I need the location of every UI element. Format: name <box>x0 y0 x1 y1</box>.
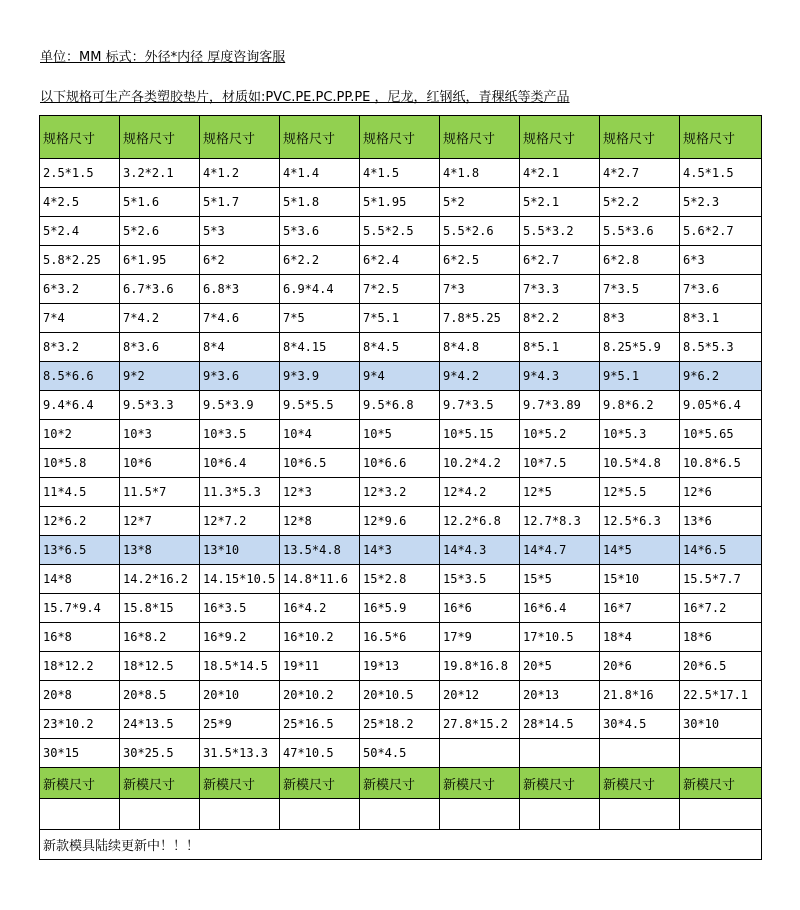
table-row <box>40 304 762 333</box>
size-cell: 14*3 <box>360 536 440 565</box>
size-cell: 5*2.1 <box>520 188 600 217</box>
size-cell: 20*6.5 <box>680 652 762 681</box>
new-mold-header: 新模尺寸 <box>520 768 600 799</box>
table-row <box>40 449 762 478</box>
size-cell: 15*10 <box>600 565 680 594</box>
size-cell: 5*1.7 <box>200 188 280 217</box>
empty-cell <box>120 799 200 830</box>
new-mold-header: 新模尺寸 <box>600 768 680 799</box>
table-row <box>40 478 762 507</box>
size-cell: 24*13.5 <box>120 710 200 739</box>
size-cell: 8*3.2 <box>40 333 120 362</box>
size-cell: 5*2.3 <box>680 188 762 217</box>
table-row <box>40 159 762 188</box>
table-header-row <box>40 116 762 159</box>
size-cell: 12*7.2 <box>200 507 280 536</box>
size-cell: 18*4 <box>600 623 680 652</box>
empty-cell <box>200 799 280 830</box>
size-cell: 6.7*3.6 <box>120 275 200 304</box>
size-cell: 10*6.4 <box>200 449 280 478</box>
size-cell: 5.5*2.6 <box>440 217 520 246</box>
size-cell: 9.7*3.5 <box>440 391 520 420</box>
column-header: 规格尺寸 <box>360 116 440 159</box>
size-cell: 8*3 <box>600 304 680 333</box>
size-cell: 7*3.3 <box>520 275 600 304</box>
size-cell: 12*7 <box>120 507 200 536</box>
table-row <box>40 362 762 391</box>
size-cell: 16*8 <box>40 623 120 652</box>
size-cell: 20*5 <box>520 652 600 681</box>
table-row <box>40 507 762 536</box>
size-cell: 22.5*17.1 <box>680 681 762 710</box>
size-cell: 15.5*7.7 <box>680 565 762 594</box>
size-cell: 19*11 <box>280 652 360 681</box>
column-header: 规格尺寸 <box>280 116 360 159</box>
size-cell: 14*4.7 <box>520 536 600 565</box>
size-cell: 4*1.2 <box>200 159 280 188</box>
size-cell: 4*2.7 <box>600 159 680 188</box>
size-cell: 9*2 <box>120 362 200 391</box>
column-header: 规格尺寸 <box>680 116 762 159</box>
size-cell: 30*25.5 <box>120 739 200 768</box>
size-cell: 9.5*3.9 <box>200 391 280 420</box>
size-cell: 8*4 <box>200 333 280 362</box>
new-mold-header: 新模尺寸 <box>440 768 520 799</box>
size-cell: 20*10 <box>200 681 280 710</box>
size-cell: 6*3.2 <box>40 275 120 304</box>
size-cell: 9.05*6.4 <box>680 391 762 420</box>
size-cell: 9*5.1 <box>600 362 680 391</box>
size-cell: 14*6.5 <box>680 536 762 565</box>
size-cell: 14.15*10.5 <box>200 565 280 594</box>
size-cell: 5.5*2.5 <box>360 217 440 246</box>
size-cell: 10*5.15 <box>440 420 520 449</box>
size-cell: 10*5.2 <box>520 420 600 449</box>
size-cell: 10*2 <box>40 420 120 449</box>
empty-cell <box>600 799 680 830</box>
size-cell: 5*2.4 <box>40 217 120 246</box>
size-cell: 13*8 <box>120 536 200 565</box>
size-cell: 10*5.8 <box>40 449 120 478</box>
size-cell: 10*3.5 <box>200 420 280 449</box>
table-row <box>40 739 762 768</box>
size-cell: 10*6.5 <box>280 449 360 478</box>
size-cell: 18.5*14.5 <box>200 652 280 681</box>
table-row <box>40 536 762 565</box>
size-cell: 12*6.2 <box>40 507 120 536</box>
size-cell: 14.2*16.2 <box>120 565 200 594</box>
size-cell: 27.8*15.2 <box>440 710 520 739</box>
size-cell: 20*6 <box>600 652 680 681</box>
size-cell: 9*4.3 <box>520 362 600 391</box>
size-cell: 16*10.2 <box>280 623 360 652</box>
size-cell: 16*8.2 <box>120 623 200 652</box>
size-cell: 5*2 <box>440 188 520 217</box>
size-cell: 12*8 <box>280 507 360 536</box>
size-cell: 6.9*4.4 <box>280 275 360 304</box>
size-cell: 8*4.5 <box>360 333 440 362</box>
size-cell: 16*9.2 <box>200 623 280 652</box>
size-cell: 25*9 <box>200 710 280 739</box>
size-cell: 7*3 <box>440 275 520 304</box>
size-cell: 7*5.1 <box>360 304 440 333</box>
table-row <box>40 275 762 304</box>
size-cell: 23*10.2 <box>40 710 120 739</box>
size-cell: 13*10 <box>200 536 280 565</box>
size-cell: 4*1.4 <box>280 159 360 188</box>
new-mold-header: 新模尺寸 <box>360 768 440 799</box>
size-cell: 14*4.3 <box>440 536 520 565</box>
size-cell: 5.8*2.25 <box>40 246 120 275</box>
new-mold-header: 新模尺寸 <box>200 768 280 799</box>
table-row <box>40 188 762 217</box>
size-cell: 5*2.2 <box>600 188 680 217</box>
size-cell: 20*10.2 <box>280 681 360 710</box>
size-cell: 12*5.5 <box>600 478 680 507</box>
size-cell: 4*2.1 <box>520 159 600 188</box>
footer-note: 新款模具陆续更新中！！！ <box>40 830 762 860</box>
size-cell <box>680 739 762 768</box>
size-cell: 20*8.5 <box>120 681 200 710</box>
size-cell: 21.8*16 <box>600 681 680 710</box>
size-cell: 8*2.2 <box>520 304 600 333</box>
size-cell: 6*1.95 <box>120 246 200 275</box>
size-cell: 12.7*8.3 <box>520 507 600 536</box>
size-cell: 6*2 <box>200 246 280 275</box>
footer-row <box>40 830 762 860</box>
size-cell: 7*3.6 <box>680 275 762 304</box>
empty-cell <box>680 799 762 830</box>
size-cell: 12*3 <box>280 478 360 507</box>
size-cell <box>600 739 680 768</box>
size-cell: 12*6 <box>680 478 762 507</box>
size-table <box>39 115 762 860</box>
size-cell: 8*4.8 <box>440 333 520 362</box>
table-row <box>40 246 762 275</box>
size-cell: 10*5 <box>360 420 440 449</box>
size-cell: 6*3 <box>680 246 762 275</box>
size-cell: 47*10.5 <box>280 739 360 768</box>
table-row <box>40 652 762 681</box>
size-cell: 9.5*5.5 <box>280 391 360 420</box>
size-cell: 20*10.5 <box>360 681 440 710</box>
size-cell: 8*5.1 <box>520 333 600 362</box>
size-cell: 10.5*4.8 <box>600 449 680 478</box>
unit-line: 单位：MM 标式：外径*内径 厚度咨询客服 <box>40 50 286 65</box>
size-cell: 9*4.2 <box>440 362 520 391</box>
table-row <box>40 594 762 623</box>
table-row <box>40 565 762 594</box>
size-cell: 8*3.6 <box>120 333 200 362</box>
size-cell: 30*15 <box>40 739 120 768</box>
size-cell: 4.5*1.5 <box>680 159 762 188</box>
column-header: 规格尺寸 <box>440 116 520 159</box>
size-cell: 19*13 <box>360 652 440 681</box>
size-cell: 10.8*6.5 <box>680 449 762 478</box>
size-cell: 5*1.95 <box>360 188 440 217</box>
column-header: 规格尺寸 <box>520 116 600 159</box>
size-cell: 10*7.5 <box>520 449 600 478</box>
size-cell: 25*16.5 <box>280 710 360 739</box>
size-cell: 8.5*6.6 <box>40 362 120 391</box>
new-mold-header: 新模尺寸 <box>120 768 200 799</box>
size-cell: 18*6 <box>680 623 762 652</box>
size-cell: 31.5*13.3 <box>200 739 280 768</box>
size-cell: 10*5.65 <box>680 420 762 449</box>
size-cell: 16*7.2 <box>680 594 762 623</box>
size-cell: 16.5*6 <box>360 623 440 652</box>
size-cell: 8.25*5.9 <box>600 333 680 362</box>
size-cell: 9*3.9 <box>280 362 360 391</box>
size-cell: 10*4 <box>280 420 360 449</box>
size-cell: 11.3*5.3 <box>200 478 280 507</box>
size-cell: 9.8*6.2 <box>600 391 680 420</box>
size-cell: 12*5 <box>520 478 600 507</box>
size-cell: 10*6 <box>120 449 200 478</box>
size-cell: 15*3.5 <box>440 565 520 594</box>
new-mold-header: 新模尺寸 <box>40 768 120 799</box>
blank-row <box>40 799 762 830</box>
size-cell: 30*4.5 <box>600 710 680 739</box>
size-cell: 8*4.15 <box>280 333 360 362</box>
table-row <box>40 391 762 420</box>
size-cell: 9*3.6 <box>200 362 280 391</box>
size-cell: 9.5*3.3 <box>120 391 200 420</box>
size-cell: 15.7*9.4 <box>40 594 120 623</box>
size-cell: 7*4 <box>40 304 120 333</box>
table-row <box>40 420 762 449</box>
size-cell: 6*2.8 <box>600 246 680 275</box>
size-cell: 14.8*11.6 <box>280 565 360 594</box>
size-cell: 5*3 <box>200 217 280 246</box>
column-header: 规格尺寸 <box>600 116 680 159</box>
table-row <box>40 217 762 246</box>
new-mold-header: 新模尺寸 <box>680 768 762 799</box>
size-cell: 10*6.6 <box>360 449 440 478</box>
size-cell: 18*12.2 <box>40 652 120 681</box>
size-cell: 2.5*1.5 <box>40 159 120 188</box>
size-cell: 13*6 <box>680 507 762 536</box>
new-mold-header: 新模尺寸 <box>280 768 360 799</box>
table-row <box>40 333 762 362</box>
size-cell: 6*2.4 <box>360 246 440 275</box>
size-cell: 8.5*5.3 <box>680 333 762 362</box>
size-cell: 7*4.6 <box>200 304 280 333</box>
size-cell: 9*4 <box>360 362 440 391</box>
size-cell: 6*2.2 <box>280 246 360 275</box>
size-cell: 7.8*5.25 <box>440 304 520 333</box>
size-cell: 14*8 <box>40 565 120 594</box>
size-cell: 12*9.6 <box>360 507 440 536</box>
size-cell: 11*4.5 <box>40 478 120 507</box>
size-cell: 20*13 <box>520 681 600 710</box>
size-cell: 12*3.2 <box>360 478 440 507</box>
size-cell: 13*6.5 <box>40 536 120 565</box>
size-cell: 16*6.4 <box>520 594 600 623</box>
size-cell: 17*9 <box>440 623 520 652</box>
material-line: 以下规格可生产各类塑胶垫片，材质如:PVC.PE.PC.PP.PE ，尼龙，红钢纸，青稞纸等类产品 <box>40 90 570 105</box>
size-cell: 8*3.1 <box>680 304 762 333</box>
size-cell: 13.5*4.8 <box>280 536 360 565</box>
size-cell: 16*7 <box>600 594 680 623</box>
empty-cell <box>440 799 520 830</box>
size-cell: 4*2.5 <box>40 188 120 217</box>
size-cell: 4*1.8 <box>440 159 520 188</box>
size-cell: 15*5 <box>520 565 600 594</box>
size-cell <box>440 739 520 768</box>
size-cell: 12.2*6.8 <box>440 507 520 536</box>
size-cell <box>520 739 600 768</box>
size-cell: 28*14.5 <box>520 710 600 739</box>
size-cell: 5*2.6 <box>120 217 200 246</box>
size-cell: 10.2*4.2 <box>440 449 520 478</box>
size-cell: 16*4.2 <box>280 594 360 623</box>
size-cell: 15.8*15 <box>120 594 200 623</box>
size-cell: 5.5*3.6 <box>600 217 680 246</box>
new-mold-header-row <box>40 768 762 799</box>
size-cell: 7*4.2 <box>120 304 200 333</box>
size-cell: 18*12.5 <box>120 652 200 681</box>
empty-cell <box>40 799 120 830</box>
size-cell: 5*1.8 <box>280 188 360 217</box>
size-cell: 11.5*7 <box>120 478 200 507</box>
size-cell: 6*2.7 <box>520 246 600 275</box>
empty-cell <box>360 799 440 830</box>
size-cell: 5.6*2.7 <box>680 217 762 246</box>
table-row <box>40 681 762 710</box>
size-cell: 12.5*6.3 <box>600 507 680 536</box>
size-cell: 20*12 <box>440 681 520 710</box>
column-header: 规格尺寸 <box>120 116 200 159</box>
size-cell: 5.5*3.2 <box>520 217 600 246</box>
size-cell: 50*4.5 <box>360 739 440 768</box>
size-cell: 20*8 <box>40 681 120 710</box>
size-cell: 9*6.2 <box>680 362 762 391</box>
size-cell: 14*5 <box>600 536 680 565</box>
empty-cell <box>280 799 360 830</box>
size-cell: 16*3.5 <box>200 594 280 623</box>
size-cell: 5*3.6 <box>280 217 360 246</box>
size-cell: 3.2*2.1 <box>120 159 200 188</box>
size-cell: 10*5.3 <box>600 420 680 449</box>
column-header: 规格尺寸 <box>200 116 280 159</box>
size-cell: 15*2.8 <box>360 565 440 594</box>
size-cell: 5*1.6 <box>120 188 200 217</box>
size-cell: 9.7*3.89 <box>520 391 600 420</box>
size-cell: 4*1.5 <box>360 159 440 188</box>
size-cell: 7*3.5 <box>600 275 680 304</box>
size-cell: 9.4*6.4 <box>40 391 120 420</box>
size-cell: 7*2.5 <box>360 275 440 304</box>
size-cell: 6*2.5 <box>440 246 520 275</box>
size-cell: 25*18.2 <box>360 710 440 739</box>
size-cell: 7*5 <box>280 304 360 333</box>
table-row <box>40 623 762 652</box>
size-cell: 10*3 <box>120 420 200 449</box>
size-cell: 16*6 <box>440 594 520 623</box>
size-cell: 6.8*3 <box>200 275 280 304</box>
size-cell: 19.8*16.8 <box>440 652 520 681</box>
column-header: 规格尺寸 <box>40 116 120 159</box>
size-cell: 16*5.9 <box>360 594 440 623</box>
size-cell: 9.5*6.8 <box>360 391 440 420</box>
size-cell: 30*10 <box>680 710 762 739</box>
empty-cell <box>520 799 600 830</box>
size-cell: 12*4.2 <box>440 478 520 507</box>
size-cell: 17*10.5 <box>520 623 600 652</box>
table-row <box>40 710 762 739</box>
